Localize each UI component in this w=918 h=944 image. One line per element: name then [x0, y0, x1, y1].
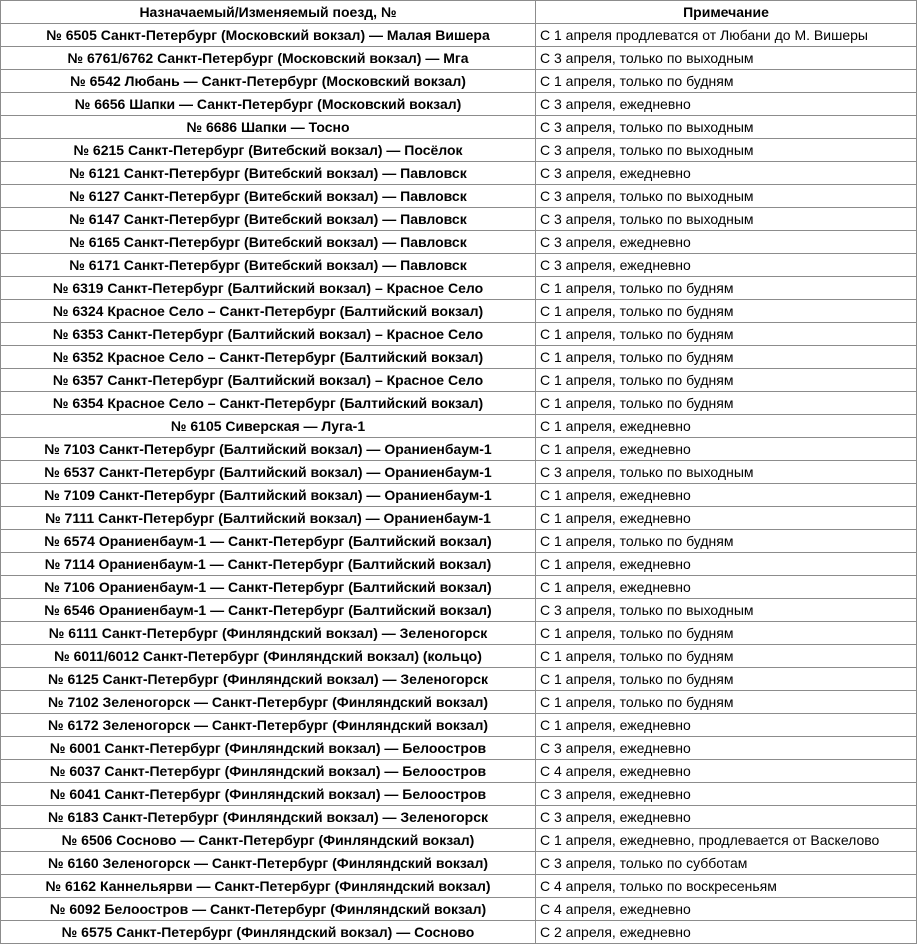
note-cell: С 3 апреля, ежедневно	[536, 783, 917, 806]
table-row	[1, 300, 917, 323]
table-row	[1, 93, 917, 116]
note-cell: С 3 апреля, только по выходным	[536, 139, 917, 162]
train-cell: № 6546 Ораниенбаум-1 — Санкт-Петербург (Балтийский вокзал)	[1, 599, 536, 622]
note-cell: С 1 апреля, ежедневно	[536, 438, 917, 461]
note-cell: С 3 апреля, только по выходным	[536, 47, 917, 70]
train-cell: № 6656 Шапки — Санкт-Петербург (Московский вокзал)	[1, 93, 536, 116]
header-row	[1, 1, 917, 24]
train-cell: № 6160 Зеленогорск — Санкт-Петербург (Финляндский вокзал)	[1, 852, 536, 875]
note-cell: С 4 апреля, ежедневно	[536, 760, 917, 783]
note-cell: С 1 апреля, только по будням	[536, 323, 917, 346]
table-row	[1, 139, 917, 162]
note-cell: С 3 апреля, ежедневно	[536, 162, 917, 185]
train-cell: № 7103 Санкт-Петербург (Балтийский вокзал) — Ораниенбаум-1	[1, 438, 536, 461]
note-cell: С 1 апреля, только по будням	[536, 392, 917, 415]
note-cell: С 1 апреля, только по будням	[536, 300, 917, 323]
table-row	[1, 576, 917, 599]
train-cell: № 6537 Санкт-Петербург (Балтийский вокзал) — Ораниенбаум-1	[1, 461, 536, 484]
table-row	[1, 346, 917, 369]
table-row	[1, 530, 917, 553]
table-row	[1, 185, 917, 208]
train-cell: № 6147 Санкт-Петербург (Витебский вокзал) — Павловск	[1, 208, 536, 231]
note-cell: С 1 апреля, только по будням	[536, 70, 917, 93]
note-cell: С 3 апреля, только по выходным	[536, 461, 917, 484]
train-cell: № 6761/6762 Санкт-Петербург (Московский вокзал) — Мга	[1, 47, 536, 70]
note-cell: С 1 апреля, ежедневно	[536, 576, 917, 599]
table-row	[1, 277, 917, 300]
train-cell: № 7102 Зеленогорск — Санкт-Петербург (Финляндский вокзал)	[1, 691, 536, 714]
table-row	[1, 898, 917, 921]
table-row	[1, 645, 917, 668]
train-cell: № 7111 Санкт-Петербург (Балтийский вокзал) — Ораниенбаум-1	[1, 507, 536, 530]
train-cell: № 6357 Санкт-Петербург (Балтийский вокзал) – Красное Село	[1, 369, 536, 392]
table-row	[1, 162, 917, 185]
train-cell: № 6125 Санкт-Петербург (Финляндский вокзал) — Зеленогорск	[1, 668, 536, 691]
table-row	[1, 875, 917, 898]
train-cell: № 6354 Красное Село – Санкт-Петербург (Балтийский вокзал)	[1, 392, 536, 415]
train-cell: № 6127 Санкт-Петербург (Витебский вокзал) — Павловск	[1, 185, 536, 208]
note-cell: С 1 апреля, только по будням	[536, 369, 917, 392]
train-cell: № 6041 Санкт-Петербург (Финляндский вокзал) — Белоостров	[1, 783, 536, 806]
train-cell: № 6165 Санкт-Петербург (Витебский вокзал) — Павловск	[1, 231, 536, 254]
train-cell: № 6111 Санкт-Петербург (Финляндский вокзал) — Зеленогорск	[1, 622, 536, 645]
table-row	[1, 921, 917, 944]
note-cell: С 1 апреля продлеватся от Любани до М. Вишеры	[536, 24, 917, 47]
table-row	[1, 829, 917, 852]
table-row	[1, 852, 917, 875]
train-cell: № 6319 Санкт-Петербург (Балтийский вокзал) – Красное Село	[1, 277, 536, 300]
note-cell: С 3 апреля, ежедневно	[536, 806, 917, 829]
train-cell: № 6506 Сосново — Санкт-Петербург (Финляндский вокзал)	[1, 829, 536, 852]
note-cell: С 1 апреля, только по будням	[536, 691, 917, 714]
train-cell: № 7114 Ораниенбаум-1 — Санкт-Петербург (Балтийский вокзал)	[1, 553, 536, 576]
note-cell: С 3 апреля, только по субботам	[536, 852, 917, 875]
note-cell: С 1 апреля, ежедневно	[536, 714, 917, 737]
table-row	[1, 668, 917, 691]
table-row	[1, 231, 917, 254]
note-cell: С 1 апреля, только по будням	[536, 530, 917, 553]
table-row	[1, 714, 917, 737]
train-cell: № 6092 Белоостров — Санкт-Петербург (Финляндский вокзал)	[1, 898, 536, 921]
train-cell: № 6171 Санкт-Петербург (Витебский вокзал) — Павловск	[1, 254, 536, 277]
train-cell: № 6011/6012 Санкт-Петербург (Финляндский вокзал) (кольцо)	[1, 645, 536, 668]
note-cell: С 1 апреля, ежедневно, продлевается от Васкелово	[536, 829, 917, 852]
note-cell: С 1 апреля, ежедневно	[536, 553, 917, 576]
note-cell: С 4 апреля, ежедневно	[536, 898, 917, 921]
train-cell: № 6324 Красное Село – Санкт-Петербург (Балтийский вокзал)	[1, 300, 536, 323]
note-cell: С 1 апреля, только по будням	[536, 645, 917, 668]
table-row	[1, 691, 917, 714]
table-row	[1, 47, 917, 70]
table-row	[1, 806, 917, 829]
train-cell: № 6105 Сиверская — Луга-1	[1, 415, 536, 438]
note-cell: С 3 апреля, только по выходным	[536, 185, 917, 208]
note-cell: С 4 апреля, только по воскресеньям	[536, 875, 917, 898]
table-row	[1, 116, 917, 139]
note-cell: С 3 апреля, только по выходным	[536, 599, 917, 622]
note-cell: С 3 апреля, ежедневно	[536, 737, 917, 760]
table-row	[1, 392, 917, 415]
table-row	[1, 622, 917, 645]
train-cell: № 7109 Санкт-Петербург (Балтийский вокзал) — Ораниенбаум-1	[1, 484, 536, 507]
note-cell: С 1 апреля, только по будням	[536, 277, 917, 300]
train-cell: № 6001 Санкт-Петербург (Финляндский вокзал) — Белоостров	[1, 737, 536, 760]
table-row	[1, 760, 917, 783]
note-cell: С 1 апреля, ежедневно	[536, 484, 917, 507]
table-row	[1, 369, 917, 392]
note-cell: С 1 апреля, ежедневно	[536, 507, 917, 530]
table-row	[1, 254, 917, 277]
table-row	[1, 737, 917, 760]
table-row	[1, 599, 917, 622]
note-cell: С 3 апреля, только по выходным	[536, 116, 917, 139]
note-cell: С 3 апреля, ежедневно	[536, 231, 917, 254]
train-cell: № 6037 Санкт-Петербург (Финляндский вокзал) — Белоостров	[1, 760, 536, 783]
note-cell: С 2 апреля, ежедневно	[536, 921, 917, 944]
column-header-note: Примечание	[536, 1, 917, 24]
train-cell: № 6183 Санкт-Петербург (Финляндский вокзал) — Зеленогорск	[1, 806, 536, 829]
table-row	[1, 208, 917, 231]
train-cell: № 6215 Санкт-Петербург (Витебский вокзал) — Посёлок	[1, 139, 536, 162]
train-cell: № 6172 Зеленогорск — Санкт-Петербург (Финляндский вокзал)	[1, 714, 536, 737]
note-cell: С 3 апреля, ежедневно	[536, 93, 917, 116]
train-cell: № 6352 Красное Село – Санкт-Петербург (Балтийский вокзал)	[1, 346, 536, 369]
column-header-train: Назначаемый/Изменяемый поезд, №	[1, 1, 536, 24]
note-cell: С 3 апреля, ежедневно	[536, 254, 917, 277]
train-cell: № 7106 Ораниенбаум-1 — Санкт-Петербург (Балтийский вокзал)	[1, 576, 536, 599]
table-row	[1, 70, 917, 93]
train-cell: № 6574 Ораниенбаум-1 — Санкт-Петербург (Балтийский вокзал)	[1, 530, 536, 553]
train-cell: № 6542 Любань — Санкт-Петербург (Московский вокзал)	[1, 70, 536, 93]
table-row	[1, 24, 917, 47]
table-row	[1, 461, 917, 484]
train-cell: № 6686 Шапки — Тосно	[1, 116, 536, 139]
table-row	[1, 783, 917, 806]
note-cell: С 1 апреля, только по будням	[536, 668, 917, 691]
note-cell: С 3 апреля, только по выходным	[536, 208, 917, 231]
train-cell: № 6353 Санкт-Петербург (Балтийский вокзал) – Красное Село	[1, 323, 536, 346]
note-cell: С 1 апреля, только по будням	[536, 622, 917, 645]
train-cell: № 6575 Санкт-Петербург (Финляндский вокзал) — Сосново	[1, 921, 536, 944]
train-cell: № 6162 Каннельярви — Санкт-Петербург (Финляндский вокзал)	[1, 875, 536, 898]
train-cell: № 6505 Санкт-Петербург (Московский вокзал) — Малая Вишера	[1, 24, 536, 47]
table-row	[1, 484, 917, 507]
table-row	[1, 553, 917, 576]
table-row	[1, 323, 917, 346]
table-row	[1, 415, 917, 438]
table-row	[1, 438, 917, 461]
train-cell: № 6121 Санкт-Петербург (Витебский вокзал) — Павловск	[1, 162, 536, 185]
note-cell: С 1 апреля, только по будням	[536, 346, 917, 369]
note-cell: С 1 апреля, ежедневно	[536, 415, 917, 438]
table-row	[1, 507, 917, 530]
